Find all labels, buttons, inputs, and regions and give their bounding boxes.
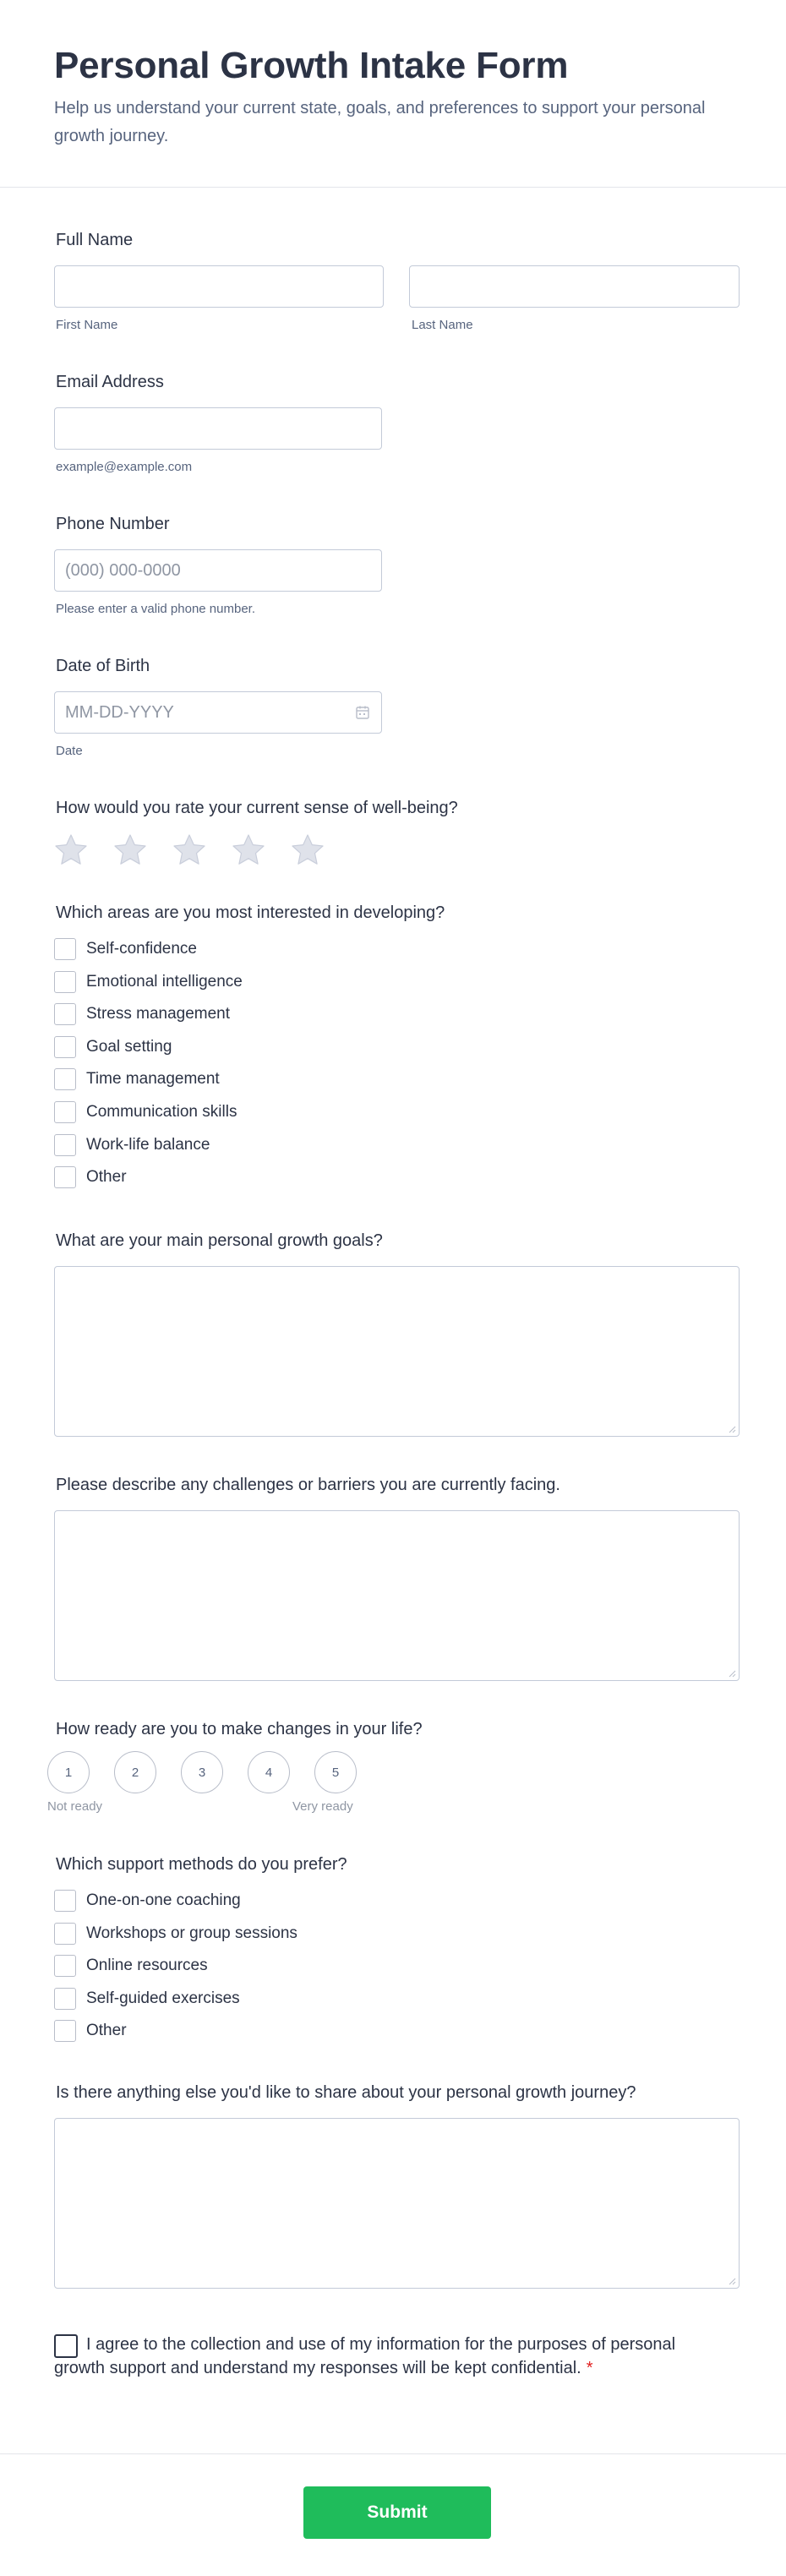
checkbox-label: Goal setting <box>86 1037 172 1056</box>
submit-button[interactable]: Submit <box>303 2486 491 2539</box>
goals-textarea[interactable] <box>54 1266 740 1437</box>
last-name-sublabel: Last Name <box>412 318 473 332</box>
checkbox[interactable] <box>54 1923 76 1945</box>
checkbox[interactable] <box>54 1101 76 1123</box>
checkbox[interactable] <box>54 971 76 993</box>
checkbox-option[interactable] <box>54 1035 172 1059</box>
checkbox[interactable] <box>54 1166 76 1188</box>
checkbox-option[interactable] <box>54 1987 240 2011</box>
wellbeing-label: How would you rate your current sense of well-being? <box>56 799 458 817</box>
checkbox-label: Online resources <box>86 1957 208 1974</box>
resize-grip-icon[interactable] <box>728 1669 736 1678</box>
first-name-sublabel: First Name <box>56 318 118 332</box>
checkbox-option[interactable] <box>54 1954 208 1978</box>
checkbox-label: Workshops or group sessions <box>86 1924 297 1942</box>
star-icon[interactable] <box>52 832 90 869</box>
form-body <box>0 188 786 2522</box>
checkbox-label: One-on-one coaching <box>86 1891 241 1909</box>
dob-label: Date of Birth <box>56 657 150 675</box>
checkbox-label: Work-life balance <box>86 1135 210 1154</box>
email-input[interactable] <box>54 407 382 450</box>
dob-input[interactable] <box>54 691 382 734</box>
checkbox[interactable] <box>54 938 76 960</box>
checkbox-option[interactable] <box>54 1889 241 1913</box>
anything-else-label: Is there anything else you'd like to share about your personal growth journey? <box>56 2083 636 2102</box>
checkbox[interactable] <box>54 1955 76 1977</box>
challenges-label: Please describe any challenges or barriers you are currently facing. <box>56 1476 560 1494</box>
resize-grip-icon[interactable] <box>728 1425 736 1433</box>
required-asterisk: * <box>586 2359 593 2377</box>
checkbox-label: Communication skills <box>86 1103 237 1121</box>
checkbox-label: Other <box>86 2022 127 2039</box>
checkbox[interactable] <box>54 1890 76 1912</box>
phone-label: Phone Number <box>56 515 170 533</box>
checkbox-label: Self-guided exercises <box>86 1989 240 2007</box>
checkbox-option[interactable] <box>54 1100 237 1124</box>
checkbox-label: Time management <box>86 1070 220 1089</box>
checkbox-label: Other <box>86 1168 127 1187</box>
scale-option[interactable]: 5 <box>314 1751 357 1793</box>
phone-input[interactable] <box>54 549 382 592</box>
email-label: Email Address <box>56 373 164 391</box>
resize-grip-icon[interactable] <box>728 2277 736 2285</box>
consent-text: I agree to the collection and use of my information for the purposes of personal growth support and understand my responses will be kept confidential. <box>54 2335 676 2377</box>
dob-sublabel: Date <box>56 744 83 758</box>
checkbox[interactable] <box>54 2020 76 2042</box>
star-icon[interactable] <box>230 832 267 869</box>
scale-low-label: Not ready <box>47 1799 103 1814</box>
scale-option[interactable]: 4 <box>248 1751 290 1793</box>
consent-label <box>54 2333 680 2380</box>
goals-label: What are your main personal growth goals? <box>56 1231 383 1250</box>
areas-label: Which areas are you most interested in developing? <box>56 903 445 922</box>
calendar-icon[interactable] <box>355 705 370 720</box>
last-name-input[interactable] <box>409 265 740 308</box>
checkbox-option[interactable] <box>54 2019 127 2043</box>
checkbox-label: Emotional intelligence <box>86 972 243 991</box>
checkbox-option[interactable] <box>54 1067 220 1091</box>
anything-else-textarea[interactable] <box>54 2118 740 2289</box>
star-icon[interactable] <box>171 832 208 869</box>
form-header <box>0 0 786 188</box>
checkbox[interactable] <box>54 1988 76 2010</box>
checkbox-option[interactable] <box>54 1922 297 1946</box>
form-title: Personal Growth Intake Form <box>54 45 569 86</box>
checkbox[interactable] <box>54 1036 76 1058</box>
checkbox-label: Self-confidence <box>86 940 197 958</box>
checkbox-option[interactable] <box>54 937 197 961</box>
checkbox-option[interactable] <box>54 1165 127 1189</box>
footer-divider <box>0 2453 786 2454</box>
checkbox[interactable] <box>54 1068 76 1090</box>
checkbox-option[interactable] <box>54 970 243 994</box>
support-label: Which support methods do you prefer? <box>56 1855 347 1874</box>
scale-option[interactable]: 3 <box>181 1751 223 1793</box>
challenges-textarea[interactable] <box>54 1510 740 1681</box>
checkbox[interactable] <box>54 1003 76 1025</box>
readiness-label: How ready are you to make changes in your life? <box>56 1720 423 1738</box>
form-subtitle: Help us understand your current state, goals, and preferences to support your personal growth journey. <box>54 99 706 145</box>
scale-option[interactable]: 1 <box>47 1751 90 1793</box>
full-name-label: Full Name <box>56 231 134 249</box>
phone-sublabel: Please enter a valid phone number. <box>56 602 255 616</box>
scale-option[interactable]: 2 <box>114 1751 156 1793</box>
checkbox-option[interactable] <box>54 1133 210 1157</box>
scale-high-label: Very ready <box>292 1799 353 1814</box>
star-icon[interactable] <box>112 832 149 869</box>
checkbox-label: Stress management <box>86 1005 231 1023</box>
checkbox[interactable] <box>54 1134 76 1156</box>
first-name-input[interactable] <box>54 265 384 308</box>
email-sublabel: example@example.com <box>56 460 193 474</box>
checkbox-option[interactable] <box>54 1002 230 1026</box>
star-icon[interactable] <box>289 832 326 869</box>
